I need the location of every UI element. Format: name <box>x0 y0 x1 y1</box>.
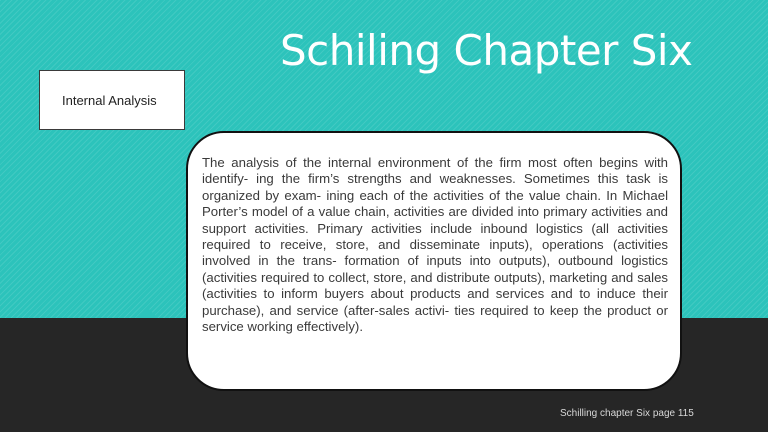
content-card <box>186 131 682 391</box>
section-label: Internal Analysis <box>62 93 157 108</box>
footer-citation: Schilling chapter Six page 115 <box>560 408 694 419</box>
body-text: The analysis of the internal environment of the firm most often begins with identify- ing the firm’s strengths and weaknesses. Sometimes this task is organized by exam- ining each of the activities of the value chain. In Michael Porter’s model of a value chain, activities are divided into primary activities and support activities. Primary activities include inbound logistics (all activities required to receive, store, and disseminate inputs), operations (activities involved in the trans- formation of inputs into outputs), outbound logistics (activities required to collect, store, and distribute outputs), marketing and sales (activities to inform buyers about products and services and to induce their purchase), and service (after-sales activi- ties required to keep the product or service working effectively). <box>202 155 668 335</box>
section-label-box <box>39 70 185 130</box>
slide-title: Schiling Chapter Six <box>280 26 693 75</box>
